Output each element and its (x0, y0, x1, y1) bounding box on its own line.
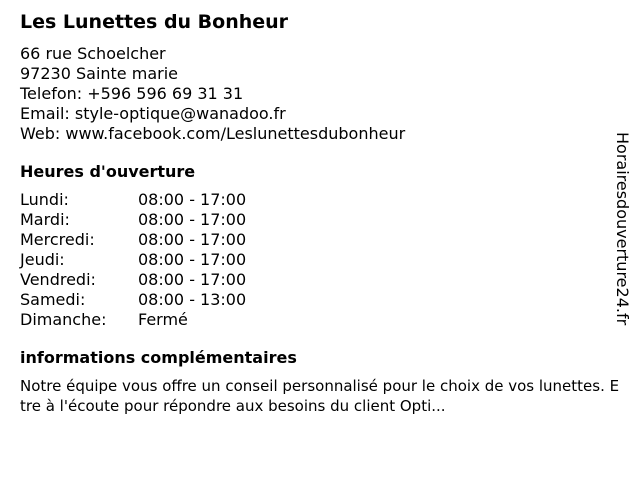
web-line: Web: www.facebook.com/Leslunettesdubonheur (20, 124, 406, 143)
day-label: Dimanche: (20, 310, 107, 329)
time-value: 08:00 - 17:00 (138, 230, 247, 249)
hours-row-lundi (20, 190, 620, 210)
hours-row-mercredi (20, 230, 620, 250)
day-label: Mercredi: (20, 230, 95, 249)
email-line: Email: style-optique@wanadoo.fr (20, 104, 286, 123)
time-value: 08:00 - 17:00 (138, 270, 247, 289)
day-label: Jeudi: (20, 250, 65, 269)
time-value: 08:00 - 17:00 (138, 210, 247, 229)
hours-row-samedi (20, 290, 620, 310)
time-value: 08:00 - 17:00 (138, 250, 247, 269)
day-label: Vendredi: (20, 270, 96, 289)
business-card (20, 10, 620, 416)
day-label: Lundi: (20, 190, 69, 209)
address-line-1: 66 rue Schoelcher (20, 44, 166, 63)
time-value: 08:00 - 13:00 (138, 290, 247, 309)
additional-info-text: Notre équipe vous offre un conseil personnalisé pour le choix de vos lunettes. Etre à l'écoute pour répondre aux besoins du client Opti... (20, 377, 620, 415)
hours-row-vendredi (20, 270, 620, 290)
day-label: Samedi: (20, 290, 86, 309)
phone-line: Telefon: +596 596 69 31 31 (20, 84, 244, 103)
site-watermark: Horairesdouverture24.fr (613, 132, 632, 326)
time-value: 08:00 - 17:00 (138, 190, 247, 209)
business-name: Les Lunettes du Bonheur (20, 11, 289, 33)
time-value: Fermé (138, 310, 188, 329)
hours-row-mardi (20, 210, 620, 230)
opening-hours-heading: Heures d'ouverture (20, 162, 196, 181)
address-line-2: 97230 Sainte marie (20, 64, 178, 83)
hours-row-dimanche (20, 310, 620, 330)
hours-row-jeudi (20, 250, 620, 270)
day-label: Mardi: (20, 210, 70, 229)
opening-hours-list (20, 190, 620, 330)
additional-info-heading: informations complémentaires (20, 348, 297, 367)
